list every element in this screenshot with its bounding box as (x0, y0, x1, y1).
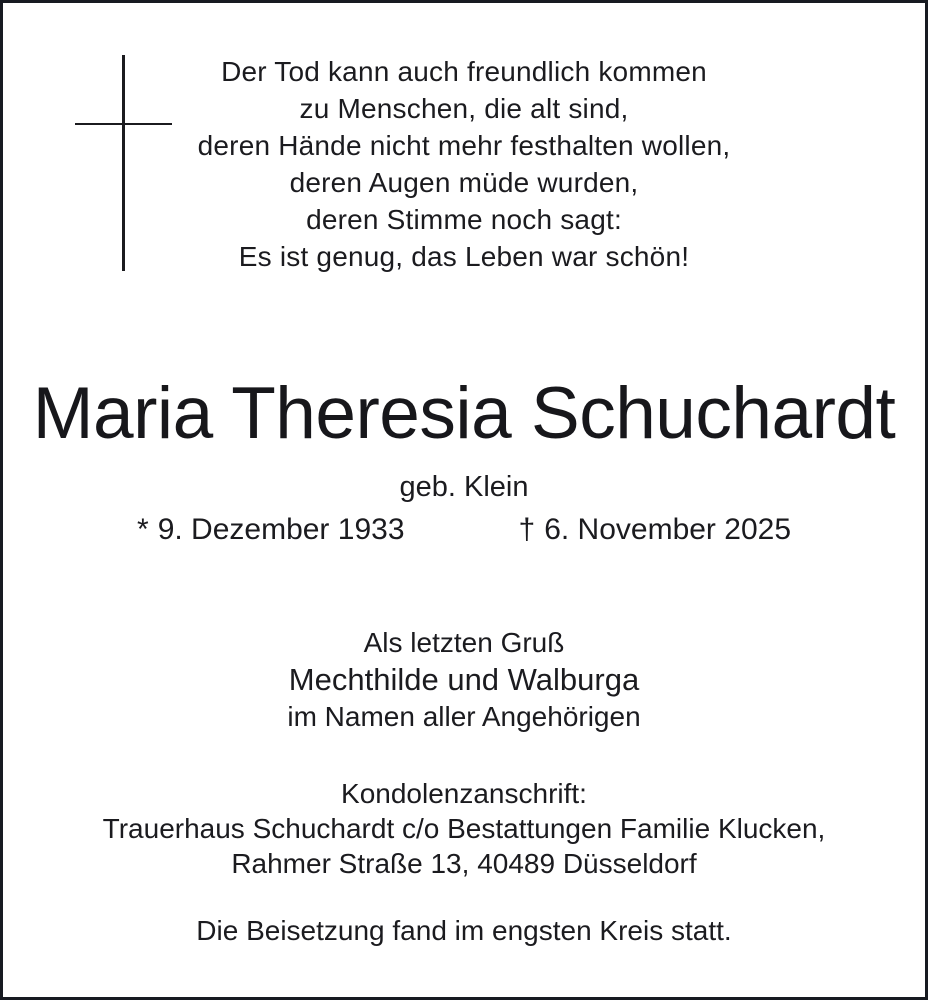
death-date-text: 6. November 2025 (544, 513, 791, 546)
farewell-block (3, 624, 925, 735)
maiden-name: geb. Klein (399, 471, 529, 503)
death-dagger-symbol: † (518, 513, 536, 546)
life-dates (3, 511, 925, 548)
memorial-poem (3, 53, 925, 275)
deceased-name: Maria Theresia Schuchardt (32, 373, 896, 454)
poem-line: Der Tod kann auch freundlich kommen (221, 56, 707, 87)
condolence-heading: Kondolenzanschrift: (341, 778, 587, 809)
condolence-address-line2: Rahmer Straße 13, 40489 Düsseldorf (231, 848, 697, 879)
farewell-intro: Als letzten Gruß (363, 627, 565, 658)
poem-line: deren Stimme noch sagt: (306, 204, 622, 235)
farewell-on-behalf: im Namen aller Angehörigen (287, 701, 641, 732)
mourners-names: Mechthilde und Walburga (288, 662, 640, 697)
poem-line: zu Menschen, die alt sind, (299, 93, 629, 124)
birth-date (137, 511, 405, 548)
poem-line: deren Augen müde wurden, (289, 167, 639, 198)
birth-star-symbol: * (137, 513, 149, 546)
poem-line: Es ist genug, das Leben war schön! (238, 241, 690, 272)
closing-line: Die Beisetzung fand im engsten Kreis statt. (196, 915, 732, 946)
death-date (519, 511, 792, 548)
poem-line: deren Hände nicht mehr festhalten wollen, (197, 130, 731, 161)
birth-date-text: 9. Dezember 1933 (157, 513, 405, 546)
condolence-block (3, 776, 925, 881)
condolence-address-line1: Trauerhaus Schuchardt c/o Bestattungen Familie Klucken, (102, 813, 826, 844)
